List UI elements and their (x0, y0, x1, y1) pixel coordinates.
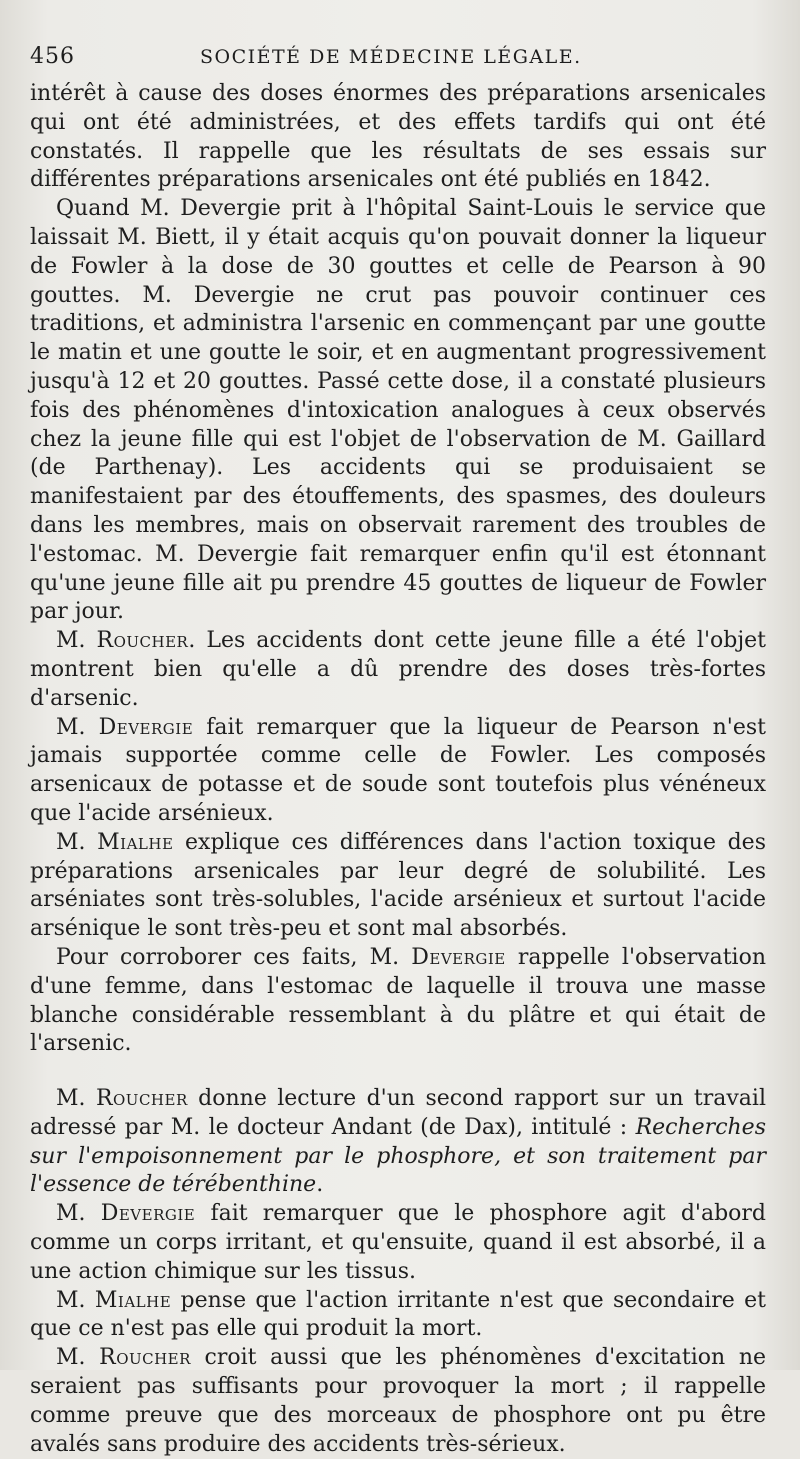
speaker-name: Devergie (98, 714, 194, 740)
speaker-name: Roucher (99, 1345, 191, 1371)
paragraph: M. Roucher. Les accidents dont cette jeune fille a été l'objet montrent bien qu'elle a dû prendre des doses très-fortes d'arsenic. (30, 628, 767, 711)
paragraph: Pour corroborer ces faits, M. Devergie rappelle l'observation d'une femme, dans l'estomac de laquelle il trouva une masse blanche considérable ressemblant à du plâtre et qui était de l'arsenic. (30, 944, 766, 1057)
running-title: SOCIÉTÉ DE MÉDECINE LÉGALE. (200, 46, 582, 68)
paragraph: M. Mialhe explique ces différences dans l'action toxique des préparations arsenicales par leur degré de solubilité. Les arséniates sont très-solubles, l'acide arsénieux et surtout l'acide arsénique le sont très-peu et sont mal absorbés. (30, 829, 766, 942)
speaker-name: Mialhe (94, 1287, 172, 1313)
speaker-name: Roucher (95, 1086, 188, 1112)
paragraph: M. Devergie fait remarquer que la liqueur de Pearson n'est jamais supportée comme celle de Fowler. Les composés arsenicaux de potasse et de soude sont toutefois plus vénéneux que l'acide arsénieux. (30, 714, 766, 826)
paragraph: M. Roucher donne lecture d'un second rapport sur un travail adressé par M. le docteur Andant (de Dax), intitulé : Recherches sur l'empoisonnement par le phosphore, et son traitement par l'essence de térébenthine. (30, 1086, 766, 1198)
page-header (30, 40, 766, 80)
speaker-name: Devergie (100, 1201, 196, 1227)
paragraph: Quand M. Devergie prit à l'hôpital Saint-Louis le service que laissait M. Biett, il y était acquis qu'on pouvait donner la liqueur de Fowler à la dose de 30 gouttes et celle de Pearson à 90 gouttes. M. Devergie ne crut pas pouvoir continuer ces traditions, et administra l'arsenic en commençant par une goutte le matin et une goutte le soir, et en augmentant progressivement jusqu'à 12 et 20 gouttes. Passé cette dose, il a constaté plusieurs fois des phénomènes d'intoxication analogues à ceux observés chez la jeune fille qui est l'objet de l'observation de M. Gaillard (de Parthenay). Les accidents qui se produisaient se manifestaient par des étouffements, des spasmes, des douleurs dans les membres, mais on observait rarement des troubles de l'estomac. M. Devergie fait remarquer enfin qu'il est étonnant qu'une jeune fille ait pu prendre 45 gouttes de liqueur de Fowler par jour. (30, 196, 766, 625)
paragraph: M. Roucher croit aussi que les phénomènes d'excitation ne seraient pas suffisants pour provoquer la mort ; il rappelle comme preuve que des morceaux de phosphore ont pu être avalés sans produire des accidents très-sérieux. (30, 1345, 767, 1457)
speaker-name: Roucher (96, 628, 189, 654)
work-title: Recherches sur l'empoisonnement par le phosphore, et son traitement par l'essence de térébenthine (30, 1114, 766, 1198)
section-gap (30, 1059, 766, 1085)
speaker-name: Mialhe (97, 829, 174, 855)
paragraph: M. Devergie fait remarquer que le phosphore agit d'abord comme un corps irritant, et qu'ensuite, quand il est absorbé, il a une action chimique sur les tissus. (30, 1201, 766, 1284)
page-number: 456 (30, 44, 75, 69)
paragraph: intérêt à cause des doses énormes des préparations arsenicales qui ont été administrées, et des effets tardifs qui ont été constatés. Il rappelle que les résultats de ses essais sur différentes préparations arsenicales ont été publiés en 1842. (30, 81, 766, 193)
speaker-name: Devergie (411, 944, 506, 970)
paragraph: M. Mialhe pense que l'action irritante n'est que secondaire et que ce n'est pas elle qui produit la mort. (30, 1287, 766, 1342)
